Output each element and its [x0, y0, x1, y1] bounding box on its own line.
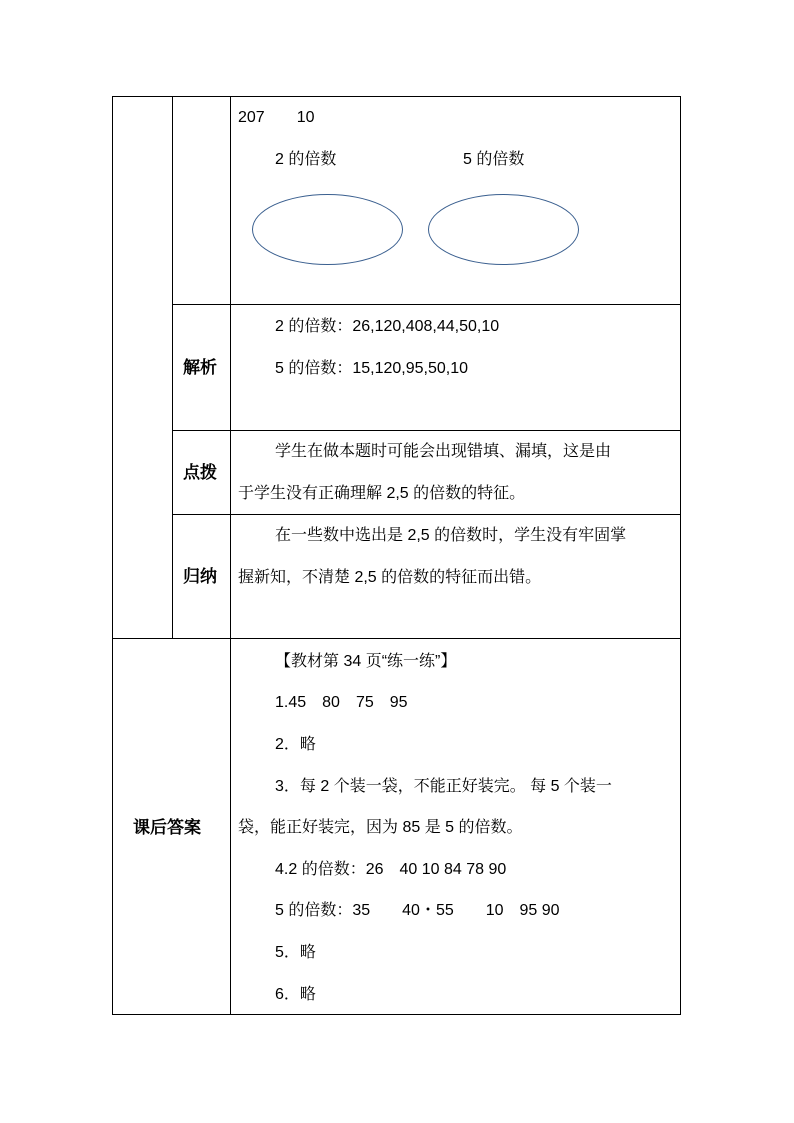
- answers-line: 5 的倍数：35 40・55 10 95 90: [275, 902, 560, 919]
- multiples-of-5-oval: [428, 194, 579, 265]
- row-divider: [112, 638, 681, 639]
- table-border-left: [112, 96, 113, 1015]
- table-border-top: [112, 96, 681, 97]
- guina-line-1: 在一些数中选出是 2,5 的倍数时，学生没有牢固掌: [275, 527, 627, 544]
- jiexi-line-2: 5 的倍数：15,120,95,50,10: [275, 360, 469, 377]
- table-border-right: [680, 96, 681, 1015]
- row-divider: [172, 430, 681, 431]
- numbers-line: 207 10: [238, 109, 315, 126]
- row-divider: [172, 304, 681, 305]
- guina-line-2: 握新知，不清楚 2,5 的倍数的特征而出错。: [238, 569, 542, 586]
- answers-line: 1.45 80 75 95: [275, 694, 408, 711]
- answers-line: 4.2 的倍数：26 40 10 84 78 90: [275, 861, 507, 878]
- label-multiples-of-5: 5 的倍数: [463, 151, 525, 168]
- answers-line: 袋，能正好装完，因为 85 是 5 的倍数。: [238, 819, 523, 836]
- dianbo-line-2: 于学生没有正确理解 2,5 的倍数的特征。: [238, 485, 526, 502]
- column-divider: [230, 96, 231, 1015]
- dianbo-label: 点拨: [183, 463, 217, 482]
- answers-line: 3．每 2 个装一袋，不能正好装完。 每 5 个装一: [275, 778, 612, 795]
- answers-label: 课后答案: [133, 818, 201, 837]
- answers-line: 5．略: [275, 944, 316, 961]
- answers-line: 2．略: [275, 736, 316, 753]
- answers-line: 【教材第 34 页“练一练”】: [275, 653, 457, 670]
- dianbo-line-1: 学生在做本题时可能会出现错填、漏填，这是由: [275, 443, 612, 460]
- multiples-of-2-oval: [252, 194, 403, 265]
- jiexi-label: 解析: [183, 358, 217, 377]
- label-multiples-of-2: 2 的倍数: [275, 151, 337, 168]
- column-divider: [172, 96, 173, 639]
- table-border-bottom: [112, 1014, 681, 1015]
- answers-line: 6．略: [275, 986, 316, 1003]
- row-divider: [172, 514, 681, 515]
- guina-label: 归纳: [183, 567, 217, 586]
- jiexi-line-1: 2 的倍数：26,120,408,44,50,10: [275, 318, 500, 335]
